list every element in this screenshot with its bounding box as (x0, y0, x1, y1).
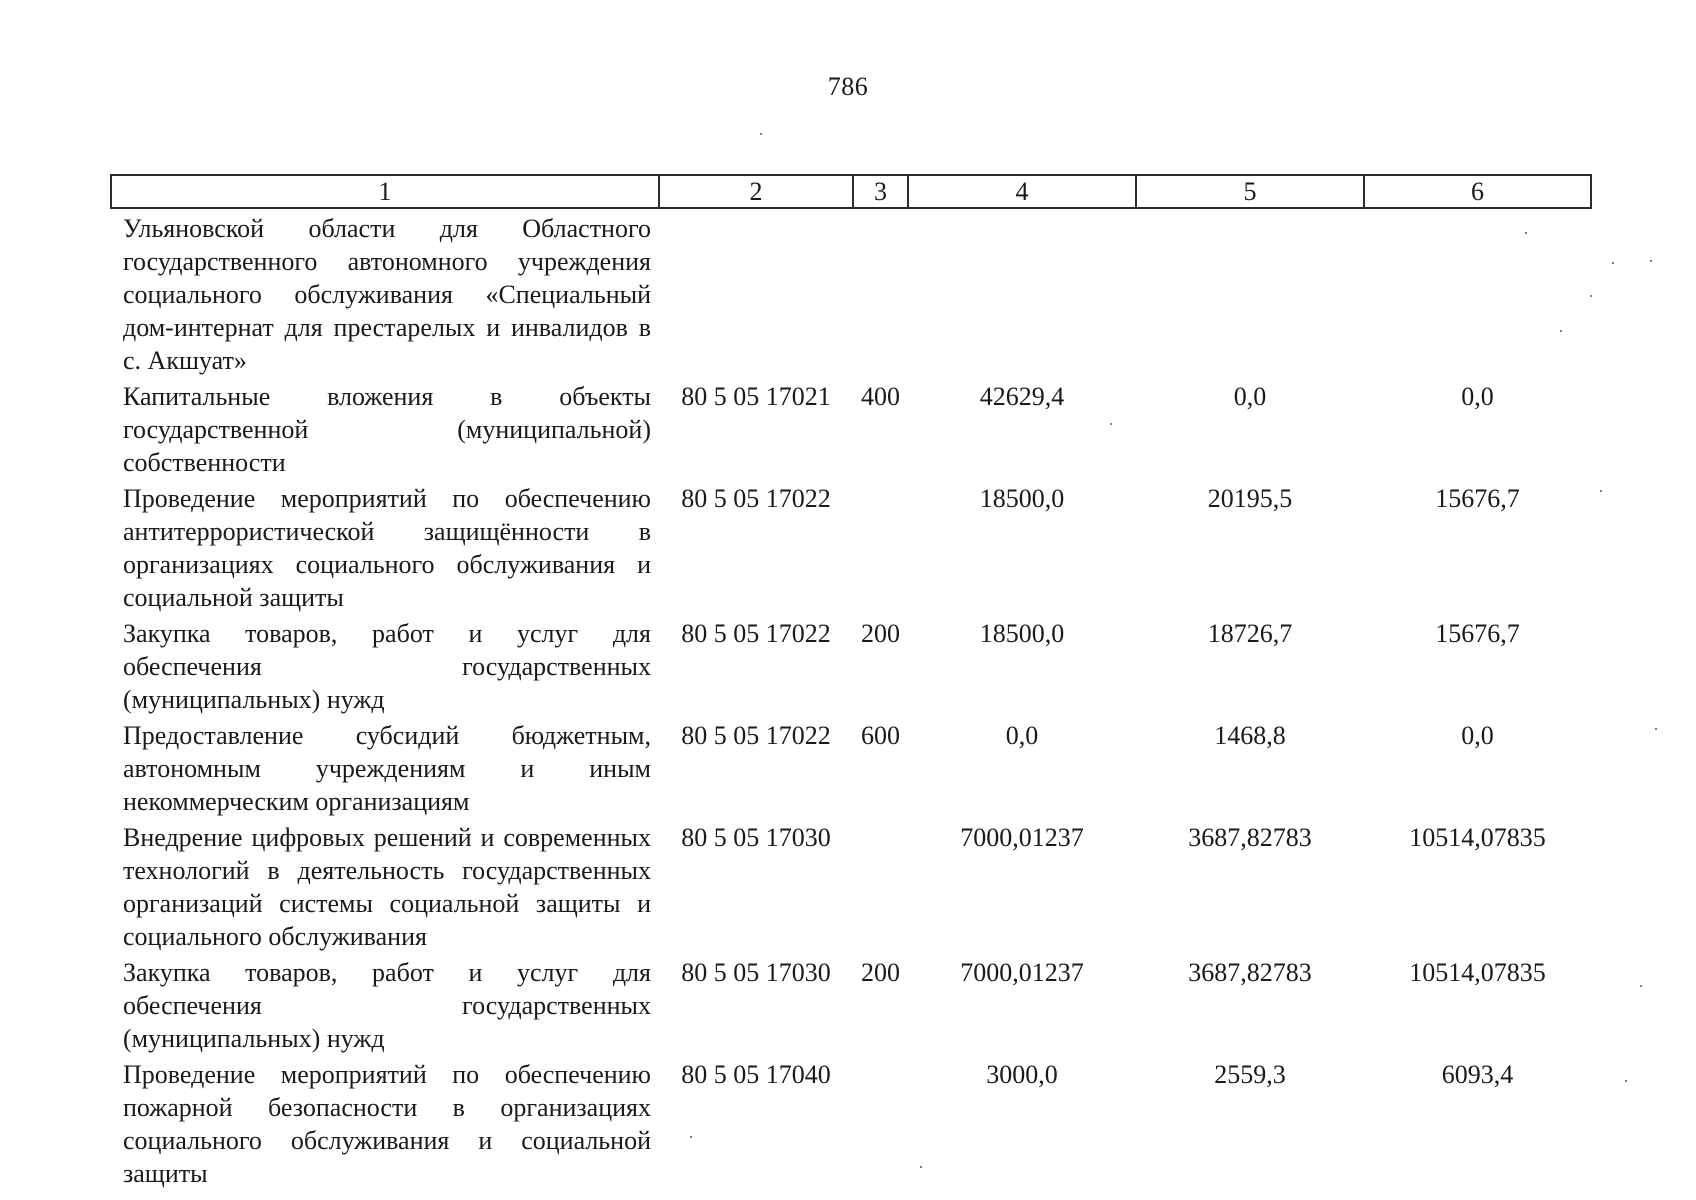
row-name: Проведение мероприятий по обеспечению антитеррористической защищённости в организациях социального обслуживания и социальной защиты (123, 484, 651, 612)
row-expense-type (853, 818, 908, 953)
scan-speck (1590, 295, 1592, 297)
row-expense-type: 600 (861, 721, 900, 750)
row-expense-type (853, 1055, 908, 1190)
scan-speck (1650, 260, 1652, 262)
row-code: 80 5 05 17021 (681, 382, 831, 411)
header-col-6: 6 (1364, 175, 1591, 208)
row-code: 80 5 05 17030 (681, 823, 831, 852)
row-value-year-2: 1468,8 (1214, 721, 1286, 750)
table-row (111, 953, 1591, 1055)
header-col-1: 1 (111, 175, 659, 208)
row-value-year-2: 2559,3 (1214, 1060, 1286, 1089)
header-row (111, 175, 1591, 208)
row-value-year-3: 15676,7 (1435, 619, 1520, 648)
row-name: Предоставление субсидий бюджетным, автономным учреждениям и иным некоммерческим организациям (123, 721, 651, 816)
row-code (659, 208, 853, 377)
row-value-year-3: 6093,4 (1441, 1060, 1514, 1089)
budget-table (110, 174, 1592, 1190)
row-value-year-1 (908, 208, 1136, 377)
scan-speck (1560, 330, 1562, 332)
row-code: 80 5 05 17040 (681, 1060, 831, 1089)
table-row (111, 716, 1591, 818)
row-code: 80 5 05 17022 (681, 484, 831, 513)
scan-speck (920, 1166, 922, 1168)
table-row (111, 208, 1591, 377)
row-value-year-3: 10514,07835 (1409, 823, 1546, 852)
row-expense-type: 200 (861, 619, 900, 648)
row-value-year-1: 18500,0 (979, 484, 1065, 513)
scan-speck (760, 133, 762, 135)
row-value-year-2: 18726,7 (1207, 619, 1293, 648)
header-col-4: 4 (908, 175, 1136, 208)
scan-speck (690, 1136, 692, 1138)
table-row (111, 1055, 1591, 1190)
row-expense-type (853, 208, 908, 377)
row-expense-type: 400 (861, 382, 900, 411)
table-row (111, 479, 1591, 614)
row-value-year-1: 7000,01237 (960, 958, 1084, 987)
row-value-year-2: 0,0 (1233, 382, 1267, 411)
row-name: Внедрение цифровых решений и современных технологий в деятельность государственных организаций системы социальной защиты и социального обслуживания (123, 823, 651, 951)
header-col-5: 5 (1136, 175, 1364, 208)
scan-speck (1640, 985, 1642, 987)
row-value-year-1: 7000,01237 (960, 823, 1084, 852)
row-code: 80 5 05 17022 (681, 619, 831, 648)
row-name: Закупка товаров, работ и услуг для обеспечения государственных (муниципальных) нужд (123, 619, 651, 714)
table-row (111, 377, 1591, 479)
scan-speck (1612, 262, 1614, 264)
row-name: Закупка товаров, работ и услуг для обеспечения государственных (муниципальных) нужд (123, 958, 651, 1053)
table-row (111, 818, 1591, 953)
row-value-year-3: 0,0 (1461, 721, 1494, 750)
row-name: Проведение мероприятий по обеспечению пожарной безопасности в организациях социального обслуживания и социальной защиты (123, 1060, 651, 1188)
table-row (111, 614, 1591, 716)
scan-speck (1110, 423, 1112, 425)
header-col-2: 2 (659, 175, 853, 208)
row-value-year-2: 3687,82783 (1188, 958, 1312, 987)
page-number: 786 (827, 72, 869, 101)
row-value-year-3: 0,0 (1461, 382, 1494, 411)
row-value-year-2 (1136, 208, 1364, 377)
row-value-year-2: 3687,82783 (1188, 823, 1312, 852)
scan-speck (1600, 490, 1602, 492)
scan-speck (1525, 232, 1527, 234)
row-value-year-3: 10514,07835 (1409, 958, 1546, 987)
row-value-year-3: 15676,7 (1435, 484, 1520, 513)
row-name: Ульяновской области для Областного государственного автономного учреждения социального обслуживания «Специальный дом-интернат для престарелых и инвалидов в с. Акшуат» (123, 214, 651, 375)
row-value-year-1: 3000,0 (986, 1060, 1058, 1089)
row-expense-type (853, 479, 908, 614)
scan-speck (1655, 728, 1657, 730)
row-value-year-1: 18500,0 (979, 619, 1065, 648)
row-name: Капитальные вложения в объекты государственной (муниципальной) собственности (123, 382, 651, 477)
row-code: 80 5 05 17030 (681, 958, 831, 987)
row-code: 80 5 05 17022 (681, 721, 831, 750)
row-value-year-2: 20195,5 (1207, 484, 1293, 513)
header-col-3: 3 (853, 175, 908, 208)
row-value-year-1: 0,0 (1005, 721, 1039, 750)
row-expense-type: 200 (861, 958, 900, 987)
row-value-year-3 (1364, 208, 1591, 377)
row-value-year-1: 42629,4 (979, 382, 1065, 411)
scan-speck (1625, 1080, 1627, 1082)
